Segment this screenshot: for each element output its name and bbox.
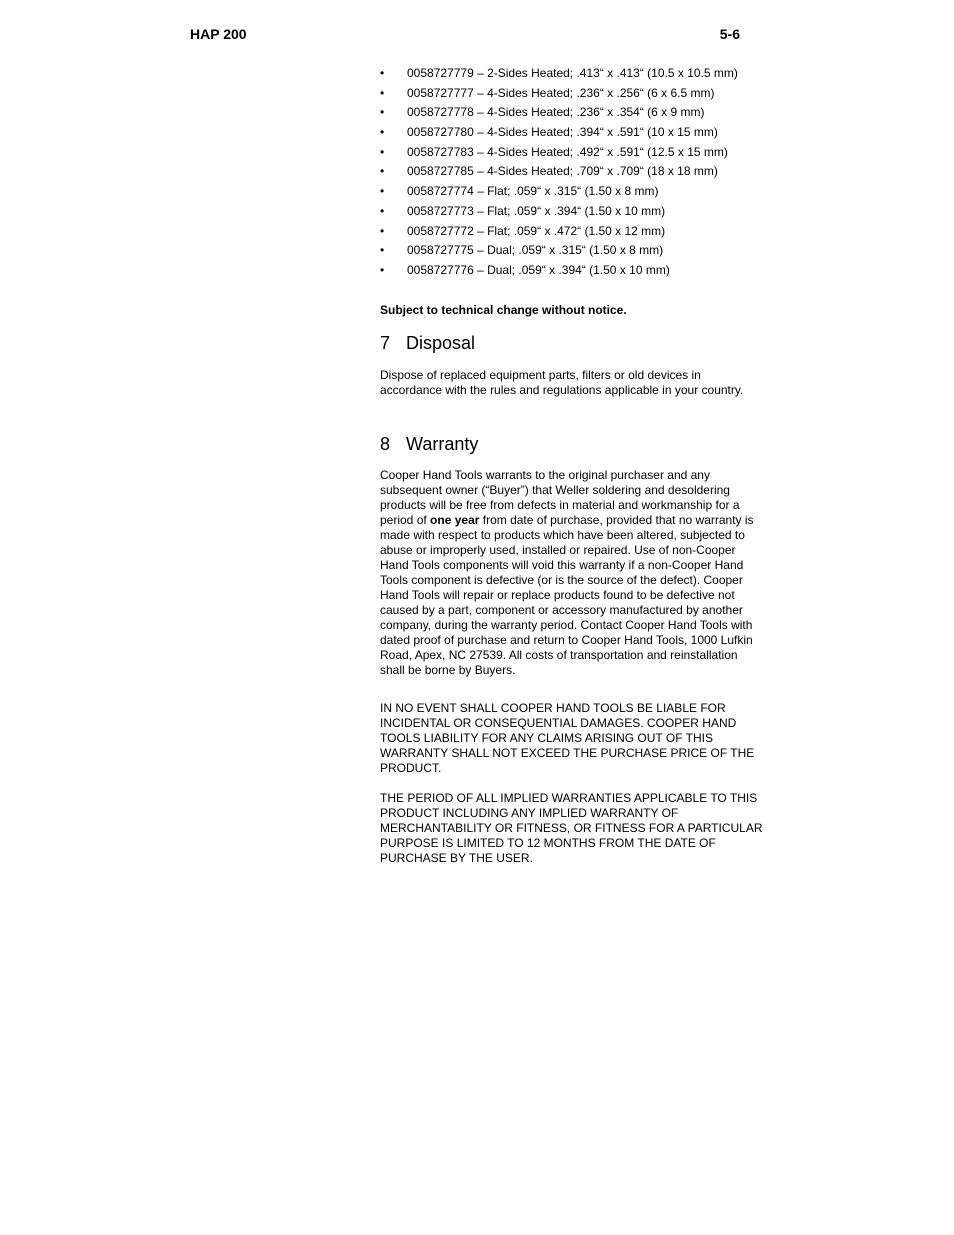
parts-list	[380, 66, 738, 283]
disposal-text: Dispose of replaced equipment parts, filters or old devices in accordance with the rules and regulations applicable in your country.	[380, 368, 744, 397]
list-item: • 0058727785 – 4-Sides Heated; .709“ x .709“ (18 x 18 mm)	[380, 164, 738, 184]
header-title: HAP 200	[190, 26, 247, 42]
warranty-period-emphasis: one year	[430, 513, 480, 527]
technical-change-notice: Subject to technical change without notice.	[380, 303, 627, 317]
list-item: • 0058727775 – Dual; .059“ x .315“ (1.50 x 8 mm)	[380, 243, 738, 263]
warranty-text-end: from date of purchase, provided that no warranty is made with respect to products which have been altered, subjected to abuse or improperly used, installed or repaired. Use of non-Cooper Hand Tools components will void this warranty if a non-Cooper Hand Tools component is defective (or is the source of the defect). Cooper Hand Tools will repair or replace products found to be defective not caused by a part, component or accessory manufactured by another company, during the warranty period. Contact Cooper Hand Tools with dated proof of purchase and return to Cooper Hand Tools, 1000 Lufkin Road, Apex, NC 27539. All costs of transportation and reinstallation shall be borne by Buyers.	[380, 513, 754, 677]
list-item: • 0058727780 – 4-Sides Heated; .394“ x .591“ (10 x 15 mm)	[380, 125, 738, 145]
list-item: • 0058727776 – Dual; .059“ x .394“ (1.50 x 10 mm)	[380, 263, 738, 283]
section-title: Warranty	[406, 434, 479, 454]
warranty-paragraph-2: IN NO EVENT SHALL COOPER HAND TOOLS BE LIABLE FOR INCIDENTAL OR CONSEQUENTIAL DAMAGES. COOPER HAND TOOLS LIABILITY FOR ANY CLAIMS ARISING OUT OF THIS WARRANTY SHALL NOT EXCEED THE PURCHASE PRICE OF THE PRODUCT.	[380, 701, 755, 775]
warranty-paragraph-3: THE PERIOD OF ALL IMPLIED WARRANTIES APPLICABLE TO THIS PRODUCT INCLUDING ANY IMPLIED WARRANTY OF MERCHANTABILITY OR FITNESS, OR FITNESS FOR A PARTICULAR PURPOSE IS LIMITED TO 12 MONTHS FROM THE DATE OF PURCHASE BY THE USER.	[380, 791, 763, 865]
page-number: 5-6	[719, 26, 740, 42]
list-item: • 0058727779 – 2-Sides Heated; .413“ x .413“ (10.5 x 10.5 mm)	[380, 66, 738, 86]
list-item: • 0058727778 – 4-Sides Heated; .236“ x .354“ (6 x 9 mm)	[380, 105, 738, 125]
section-number: 7	[380, 333, 391, 353]
list-item: • 0058727774 – Flat; .059“ x .315“ (1.50 x 8 mm)	[380, 184, 738, 204]
list-item: • 0058727777 – 4-Sides Heated; .236“ x .256“ (6 x 6.5 mm)	[380, 86, 738, 106]
section-number: 8	[380, 434, 391, 454]
page-header	[190, 26, 740, 44]
list-item: • 0058727772 – Flat; .059“ x .472“ (1.50 x 12 mm)	[380, 224, 738, 244]
list-item: • 0058727783 – 4-Sides Heated; .492“ x .591“ (12.5 x 15 mm)	[380, 145, 738, 165]
disposal-heading	[380, 333, 475, 354]
warranty-heading	[380, 434, 478, 455]
warranty-paragraph-1	[380, 468, 765, 678]
warranty-text-start: Cooper Hand Tools warrants to the original purchaser and any subsequent owner (“Buyer”) that Weller soldering and desoldering products will be free from defects in material and workmanship for a period of	[380, 468, 740, 527]
section-title: Disposal	[406, 333, 476, 353]
list-item: • 0058727773 – Flat; .059“ x .394“ (1.50 x 10 mm)	[380, 204, 738, 224]
